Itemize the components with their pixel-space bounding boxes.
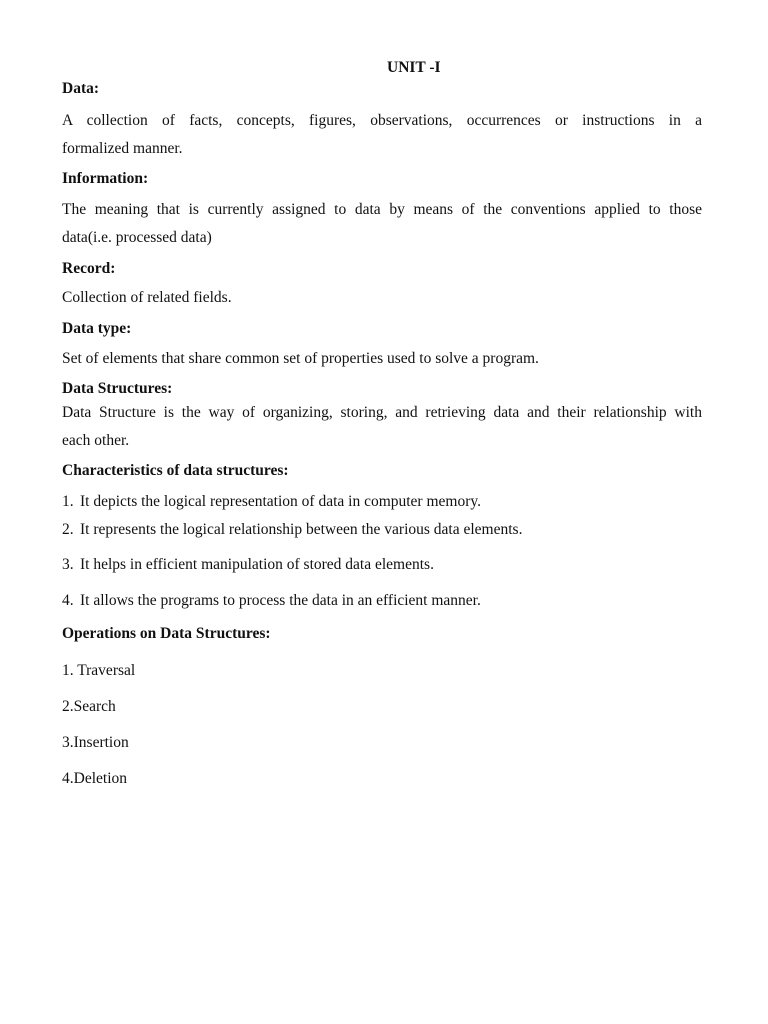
- operation-item-1: 1. Traversal: [62, 662, 136, 679]
- characteristic-item-4: [62, 593, 481, 609]
- list-item-text: It helps in efficient manipulation of stored data elements.: [80, 556, 434, 573]
- characteristic-item-3: [62, 557, 434, 573]
- list-number: 1.: [62, 493, 74, 510]
- data-definition-line-2: formalized manner.: [62, 140, 183, 157]
- list-number: 3.: [62, 556, 74, 573]
- characteristic-item-2: [62, 522, 522, 538]
- list-item-text: It represents the logical relationship between the various data elements.: [80, 521, 523, 538]
- heading-characteristics: Characteristics of data structures:: [62, 462, 289, 479]
- operation-item-4: 4.Deletion: [62, 770, 127, 787]
- information-definition-line-2: data(i.e. processed data): [62, 229, 212, 246]
- list-item-text: It depicts the logical representation of data in computer memory.: [80, 493, 481, 510]
- operation-item-2: 2.Search: [62, 698, 116, 715]
- heading-data: Data:: [62, 80, 100, 97]
- data-structures-definition-line-1: Data Structure is the way of organizing, storing, and retrieving data and their relationship with: [62, 404, 702, 421]
- data-definition-line-1: A collection of facts, concepts, figures, observations, occurrences or instructions in a: [62, 112, 702, 129]
- data-structures-definition-line-2: each other.: [62, 432, 130, 449]
- record-definition: Collection of related fields.: [62, 289, 232, 306]
- characteristic-item-1: [62, 494, 481, 510]
- information-definition-line-1: The meaning that is currently assigned to data by means of the conventions applied to those: [62, 201, 702, 218]
- list-item-text: It allows the programs to process the data in an efficient manner.: [80, 592, 481, 609]
- heading-data-type: Data type:: [62, 320, 132, 337]
- page-title: UNIT -I: [387, 59, 441, 76]
- heading-operations: Operations on Data Structures:: [62, 625, 271, 642]
- heading-data-structures: Data Structures:: [62, 380, 173, 397]
- operation-item-3: 3.Insertion: [62, 734, 129, 751]
- data-type-definition: Set of elements that share common set of properties used to solve a program.: [62, 350, 539, 367]
- list-number: 2.: [62, 521, 74, 538]
- heading-record: Record:: [62, 260, 116, 277]
- heading-information: Information:: [62, 170, 149, 187]
- list-number: 4.: [62, 592, 74, 609]
